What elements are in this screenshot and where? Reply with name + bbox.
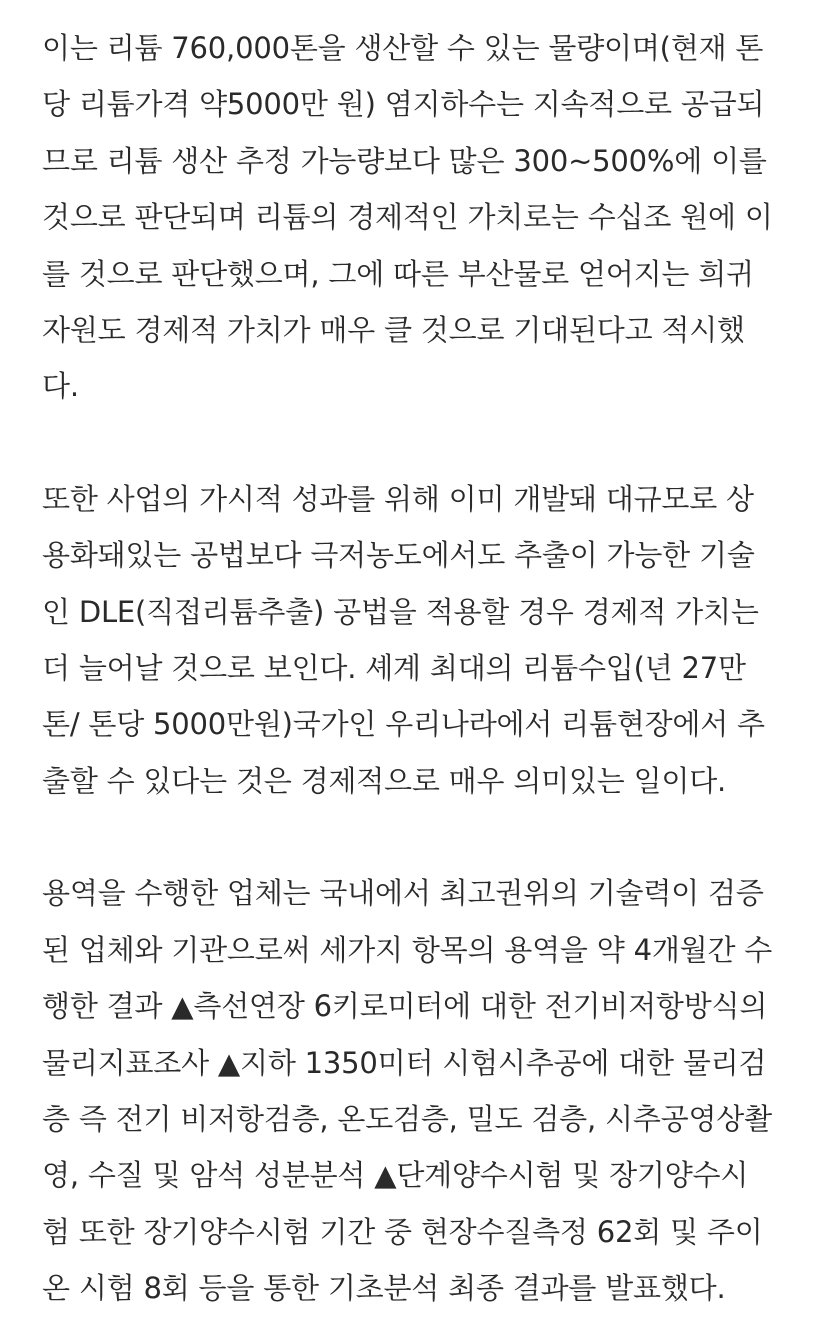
text-line: 영, 수질 및 암석 성분분석 ▲단계양수시험 및 장기양수시 [42, 1158, 749, 1193]
text-line: 물리지표조사 ▲지하 1350미터 시험시추공에 대한 물리검 [42, 1045, 767, 1080]
text-line: 이는 리튬 760,000톤을 생산할 수 있는 물량이며(현재 톤 [42, 31, 764, 65]
text-line: 또한 사업의 가시적 성과를 위해 이미 개발돼 대규모로 상 [42, 481, 754, 516]
paragraph-spacer [42, 809, 802, 865]
text-line: 출할 수 있다는 것은 경제적으로 매우 의미있는 일이다. [42, 763, 727, 798]
text-line: 용화돼있는 공법보다 극저농도에서도 추출이 가능한 기술 [42, 538, 755, 573]
text-line: 를 것으로 판단했으며, 그에 따른 부산물로 얻어지는 희귀 [42, 256, 754, 291]
paragraph-1 [42, 20, 802, 415]
text-line: 용역을 수행한 업체는 국내에서 최고권위의 기술력이 검증 [42, 876, 764, 911]
paragraph-3 [42, 865, 802, 1316]
text-line: 된 업체와 기관으로써 세가지 항목의 용역을 약 4개월간 수 [42, 932, 773, 967]
text-line: 행한 결과 ▲측선연장 6키로미터에 대한 전기비저항방식의 [42, 989, 768, 1024]
text-line: 인 DLE(직접리튬추출) 공법을 적용할 경우 경제적 가치는 [42, 594, 759, 629]
paragraph-2 [42, 471, 802, 809]
text-line: 자원도 경제적 가치가 매우 클 것으로 기대된다고 적시했 [42, 313, 745, 348]
text-line: 험 또한 장기양수시험 기간 중 현장수질측정 62회 및 주이 [42, 1214, 763, 1249]
text-line: 것으로 판단되며 리튬의 경제적인 가치로는 수십조 원에 이 [42, 200, 773, 235]
paragraph-spacer [42, 415, 802, 471]
text-line: 더 늘어날 것으로 보인다. 셰계 최대의 리튬수입(년 27만 [42, 651, 746, 686]
text-line: 온 시험 8회 등을 통한 기초분석 최종 결과를 발표했다. [42, 1271, 726, 1306]
text-line: 톤/ 톤당 5000만원)국가인 우리나라에서 리튬현장에서 추 [42, 707, 765, 742]
text-line: 다. [42, 369, 79, 404]
text-line: 므로 리튬 생산 추정 가능량보다 많은 300~500%에 이를 [42, 143, 767, 178]
text-line: 층 즉 전기 비저항검층, 온도검층, 밀도 검층, 시추공영상촬 [42, 1101, 772, 1136]
text-line: 당 리튬가격 약5000만 원) 염지하수는 지속적으로 공급되 [42, 87, 765, 122]
